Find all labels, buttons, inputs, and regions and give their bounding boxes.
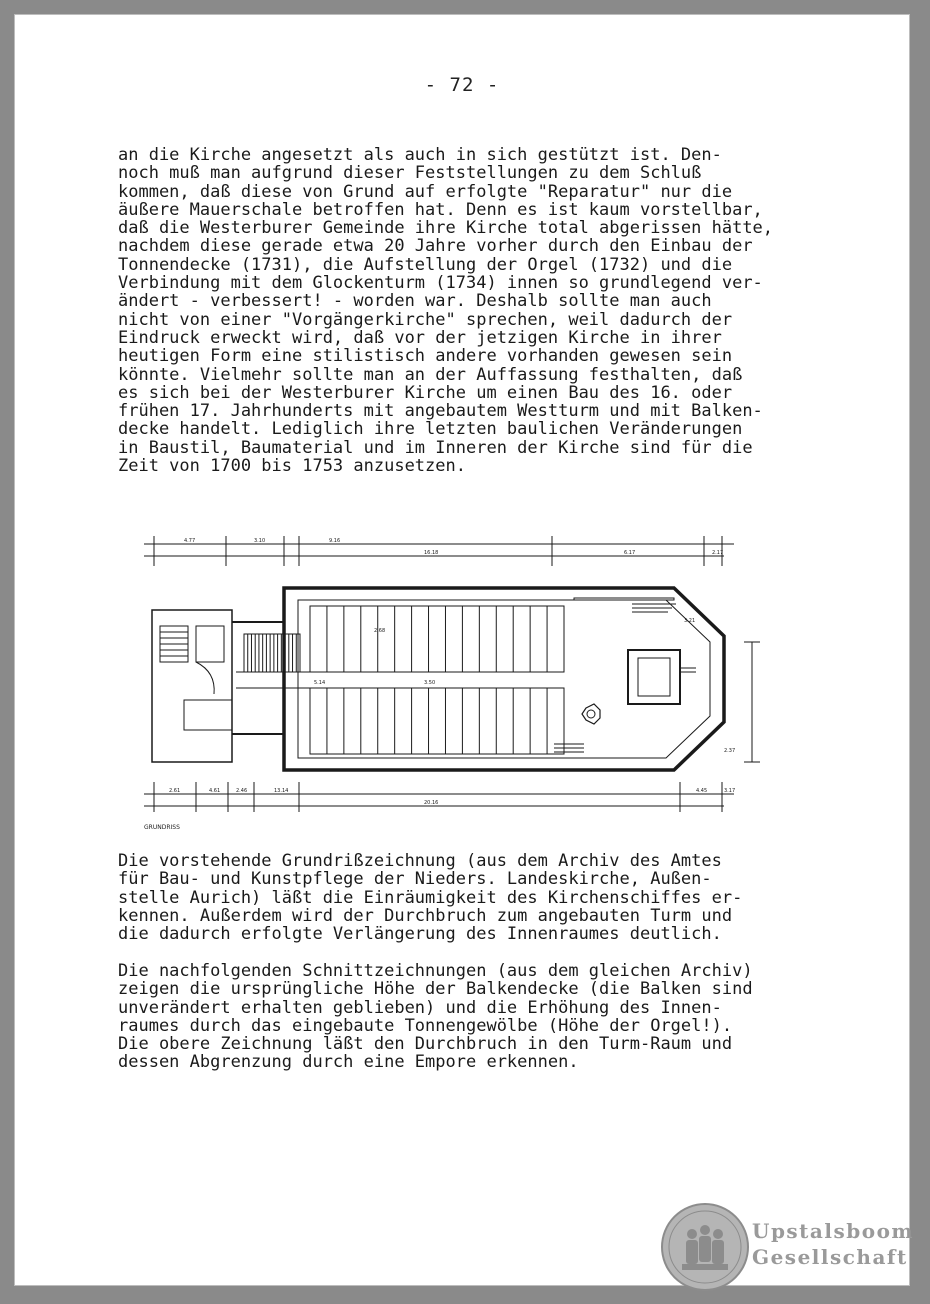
text-line: Die vorstehende Grundrißzeichnung (aus dem Archiv des Amtes xyxy=(118,851,722,871)
text-line: Die nachfolgenden Schnittzeichnungen (aus dem gleichen Archiv) xyxy=(118,961,753,981)
text-line: zeigen die ursprüngliche Höhe der Balkendecke (die Balken sind xyxy=(118,979,753,1000)
dimension-label: 3.21 xyxy=(684,618,696,624)
text-line: decke handelt. Lediglich ihre letzten baulichen Veränderungen xyxy=(118,419,743,440)
text-line: äußere Mauerschale betroffen hat. Denn es ist kaum vorstellbar, xyxy=(118,199,763,220)
dimension-label: 2.46 xyxy=(236,788,248,794)
page-number: - 72 - xyxy=(424,74,500,96)
text-line: in Baustil, Baumaterial und im Inneren der Kirche sind für die xyxy=(118,437,753,458)
text-line: nachdem diese gerade etwa 20 Jahre vorher durch den Einbau der xyxy=(118,236,753,257)
dimension-label: 9.16 xyxy=(329,538,341,544)
dimension-label: 5.14 xyxy=(314,680,326,686)
text-line: Tonnendecke (1731), die Aufstellung der Orgel (1732) und die xyxy=(118,254,733,275)
paragraph-2 xyxy=(118,852,838,943)
text-line: frühen 17. Jahrhunderts mit angebautem Westturm und mit Balken- xyxy=(118,401,763,422)
text-line: an die Kirche angesetzt als auch in sich gestützt ist. Den- xyxy=(118,145,722,165)
floor-plan-drawing xyxy=(124,522,764,822)
baptismal-font xyxy=(582,704,600,724)
text-line: nicht von einer "Vorgängerkirche" sprechen, weil dadurch der xyxy=(118,309,733,330)
pew-block-south xyxy=(310,688,564,754)
plan-caption: GRUNDRISS xyxy=(144,824,180,831)
wordmark-line-1: Upstalsboom xyxy=(752,1219,915,1243)
dimension-label: 4.45 xyxy=(696,788,708,794)
document-page xyxy=(14,14,915,1286)
text-line: Zeit von 1700 bis 1753 anzusetzen. xyxy=(118,456,466,477)
text-line: noch muß man aufgrund dieser Feststellungen zu dem Schluß xyxy=(118,163,702,184)
text-line: kennen. Außerdem wird der Durchbruch zum angebauten Turm und xyxy=(118,905,733,926)
dimension-label: 6.17 xyxy=(624,550,636,556)
dimension-label: 2.61 xyxy=(169,788,181,794)
text-line: könnte. Vielmehr sollte man an der Auffassung festhalten, daß xyxy=(118,364,743,385)
dimension-label: 3.10 xyxy=(254,538,266,544)
pew-block-north xyxy=(310,606,564,672)
dimension-label: 2.68 xyxy=(374,628,386,634)
text-line: kommen, daß diese von Grund auf erfolgte "Reparatur" nur die xyxy=(118,181,733,202)
nave-inner-wall xyxy=(298,600,710,758)
dimension-label: 13.14 xyxy=(274,788,289,794)
text-line: Die obere Zeichnung läßt den Durchbruch in den Turm-Raum und xyxy=(118,1034,733,1055)
dimension-label: 3.50 xyxy=(424,680,436,686)
pew-block-west xyxy=(244,634,300,672)
paragraph-1 xyxy=(118,146,838,475)
text-line: für Bau- und Kunstpflege der Nieders. Landeskirche, Außen- xyxy=(118,869,712,890)
text-line: die dadurch erfolgte Verlängerung des Innenraumes deutlich. xyxy=(118,924,722,945)
text-line: Verbindung mit dem Glockenturm (1734) innen so grundlegend ver- xyxy=(118,273,763,294)
text-line: unverändert erhalten geblieben) und die Erhöhung des Innen- xyxy=(118,997,722,1018)
society-wordmark xyxy=(752,1218,914,1270)
text-line: daß die Westerburer Gemeinde ihre Kirche total abgerissen hätte, xyxy=(118,218,774,239)
tower-outer-wall xyxy=(152,610,232,762)
pew-block-outline xyxy=(310,606,564,672)
text-line: es sich bei der Westerburer Kirche um einen Bau des 16. oder xyxy=(118,382,733,403)
text-line: ändert - verbessert! - worden war. Deshalb sollte man auch xyxy=(118,291,712,312)
dimension-label: 4.77 xyxy=(184,538,196,544)
pew-block-outline xyxy=(310,688,564,754)
dimension-label: 2.17 xyxy=(712,550,724,556)
dimension-label: 3.17 xyxy=(724,788,736,794)
wordmark-line-2: Gesellschaft xyxy=(752,1245,908,1269)
text-line: heutigen Form eine stilistisch andere vorhanden gewesen sein xyxy=(118,346,733,367)
paragraph-3 xyxy=(118,962,838,1072)
dimension-label: 4.61 xyxy=(209,788,221,794)
dimension-label: 2.37 xyxy=(724,748,736,754)
text-line: dessen Abgrenzung durch eine Empore erkennen. xyxy=(118,1052,579,1073)
society-seal-logo xyxy=(660,1202,750,1292)
pew-block-outline xyxy=(244,634,300,672)
text-line: stelle Aurich) läßt die Einräumigkeit des Kirchenschiffes er- xyxy=(118,887,743,908)
text-line: raumes durch das eingebaute Tonnengewölbe (Höhe der Orgel!). xyxy=(118,1015,733,1036)
text-line: Eindruck erweckt wird, daß vor der jetzigen Kirche in ihrer xyxy=(118,327,722,348)
dimension-label: 16.18 xyxy=(424,550,439,556)
dimension-label: 20.16 xyxy=(424,800,439,806)
nave-outer-wall xyxy=(284,588,724,770)
